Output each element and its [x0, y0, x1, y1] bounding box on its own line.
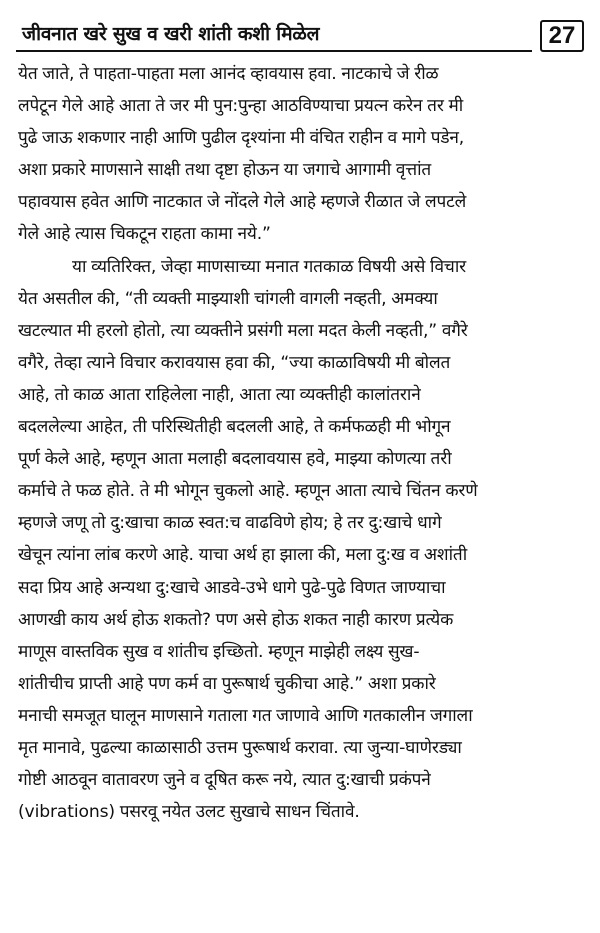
text-line: वगैरे, तेव्हा त्याने विचार करावयास हवा की, “ज्या काळाविषयी मी बोलत [18, 352, 451, 373]
text-line: पूर्ण केले आहे, म्हणून आता मलाही बदलावयास हवे, माझ्या कोणत्या तरी [18, 449, 452, 470]
text-line: येत जाते, ते पाहता-पाहता मला आनंद व्हावयास हवा. नाटकाचे जे रीळ [18, 64, 439, 84]
text-line: गेले आहे त्यास चिकटून राहता कामा नये.” [18, 224, 271, 245]
text-line: खटल्यात मी हरलो होतो, त्या व्यक्तीने प्रसंगी मला मदत केली नव्हती,” वगैरे [18, 320, 468, 341]
page-header [10, 14, 590, 54]
text-line: कर्माचे ते फळ होते. ते मी भोगून चुकलो आहे. म्हणून आता त्याचे चिंतन करणे [18, 481, 478, 502]
text-line: मनाची समजूत घालून माणसाने गताला गत जाणावे आणि गतकालीन जगाला [18, 705, 473, 726]
text-line: मृत मानावे, पुढल्या काळासाठी उत्तम पुरूषार्थ करावा. त्या जुन्या-घाणेरड्या [18, 737, 462, 758]
body-text [18, 58, 582, 828]
text-line: खेचून त्यांना लांब करणे आहे. याचा अर्थ हा झाला की, मला दु:ख व अशांती [18, 545, 467, 566]
text-line: (vibrations) पसरवू नयेत उलट सुखाचे साधन चिंतावे. [18, 802, 360, 823]
text-line: सदा प्रिय आहे अन्यथा दु:खाचे आडवे-उभे धागे पुढे-पुढे विणत जाण्याचा [18, 577, 446, 598]
text-line: गोष्टी आठवून वातावरण जुने व दूषित करू नये, त्यात दु:खाची प्रकंपने [18, 770, 431, 791]
text-line: बदललेल्या आहेत, ती परिस्थितीही बदलली आहे, ते कर्मफळही मी भोगून [18, 417, 451, 438]
text-line: आणखी काय अर्थ होऊ शकतो? पण असे होऊ शकत नाही कारण प्रत्येक [18, 609, 454, 630]
text-line: म्हणजे जणू तो दु:खाचा काळ स्वत:च वाढविणे होय; हे तर दु:खाचे धागे [18, 513, 442, 534]
text-line: अशा प्रकारे माणसाने साक्षी तथा दृष्टा होऊन या जगाचे आगामी वृत्तांत [18, 160, 432, 181]
header-underline [16, 50, 532, 52]
page-number: 27 [540, 20, 584, 52]
running-title: जीवनात खरे सुख व खरी शांती कशी मिळेल [22, 23, 320, 45]
text-line: माणूस वास्तविक सुख व शांतीच इच्छितो. म्हणून माझेही लक्ष्य सुख- [18, 641, 420, 662]
text-line: पहावयास हवेत आणि नाटकात जे नोंदले गेले आहे म्हणजे रीळात जे लपटले [18, 192, 467, 213]
text-line: आहे, तो काळ आता राहिलेला नाही, आता त्या व्यक्तीही कालांतराने [18, 384, 421, 405]
text-line: लपेटून गेले आहे आता ते जर मी पुन:पुन्हा आठविण्याचा प्रयत्न करेन तर मी [18, 96, 464, 117]
text-line: येत असतील की, “ती व्यक्ती माझ्याशी चांगली वागली नव्हती, अमक्या [18, 288, 438, 309]
text-line: पुढे जाऊ शकणार नाही आणि पुढील दृश्यांना मी वंचित राहीन व मागे पडेन, [18, 128, 465, 149]
paragraph-first-line: या व्यतिरिक्त, जेव्हा माणसाच्या मनात गतकाळ विषयी असे विचार [72, 256, 466, 277]
text-line: शांतीचीच प्राप्ती आहे पण कर्म वा पुरूषार्थ चुकीचा आहे.” अशा प्रकारे [18, 673, 436, 694]
